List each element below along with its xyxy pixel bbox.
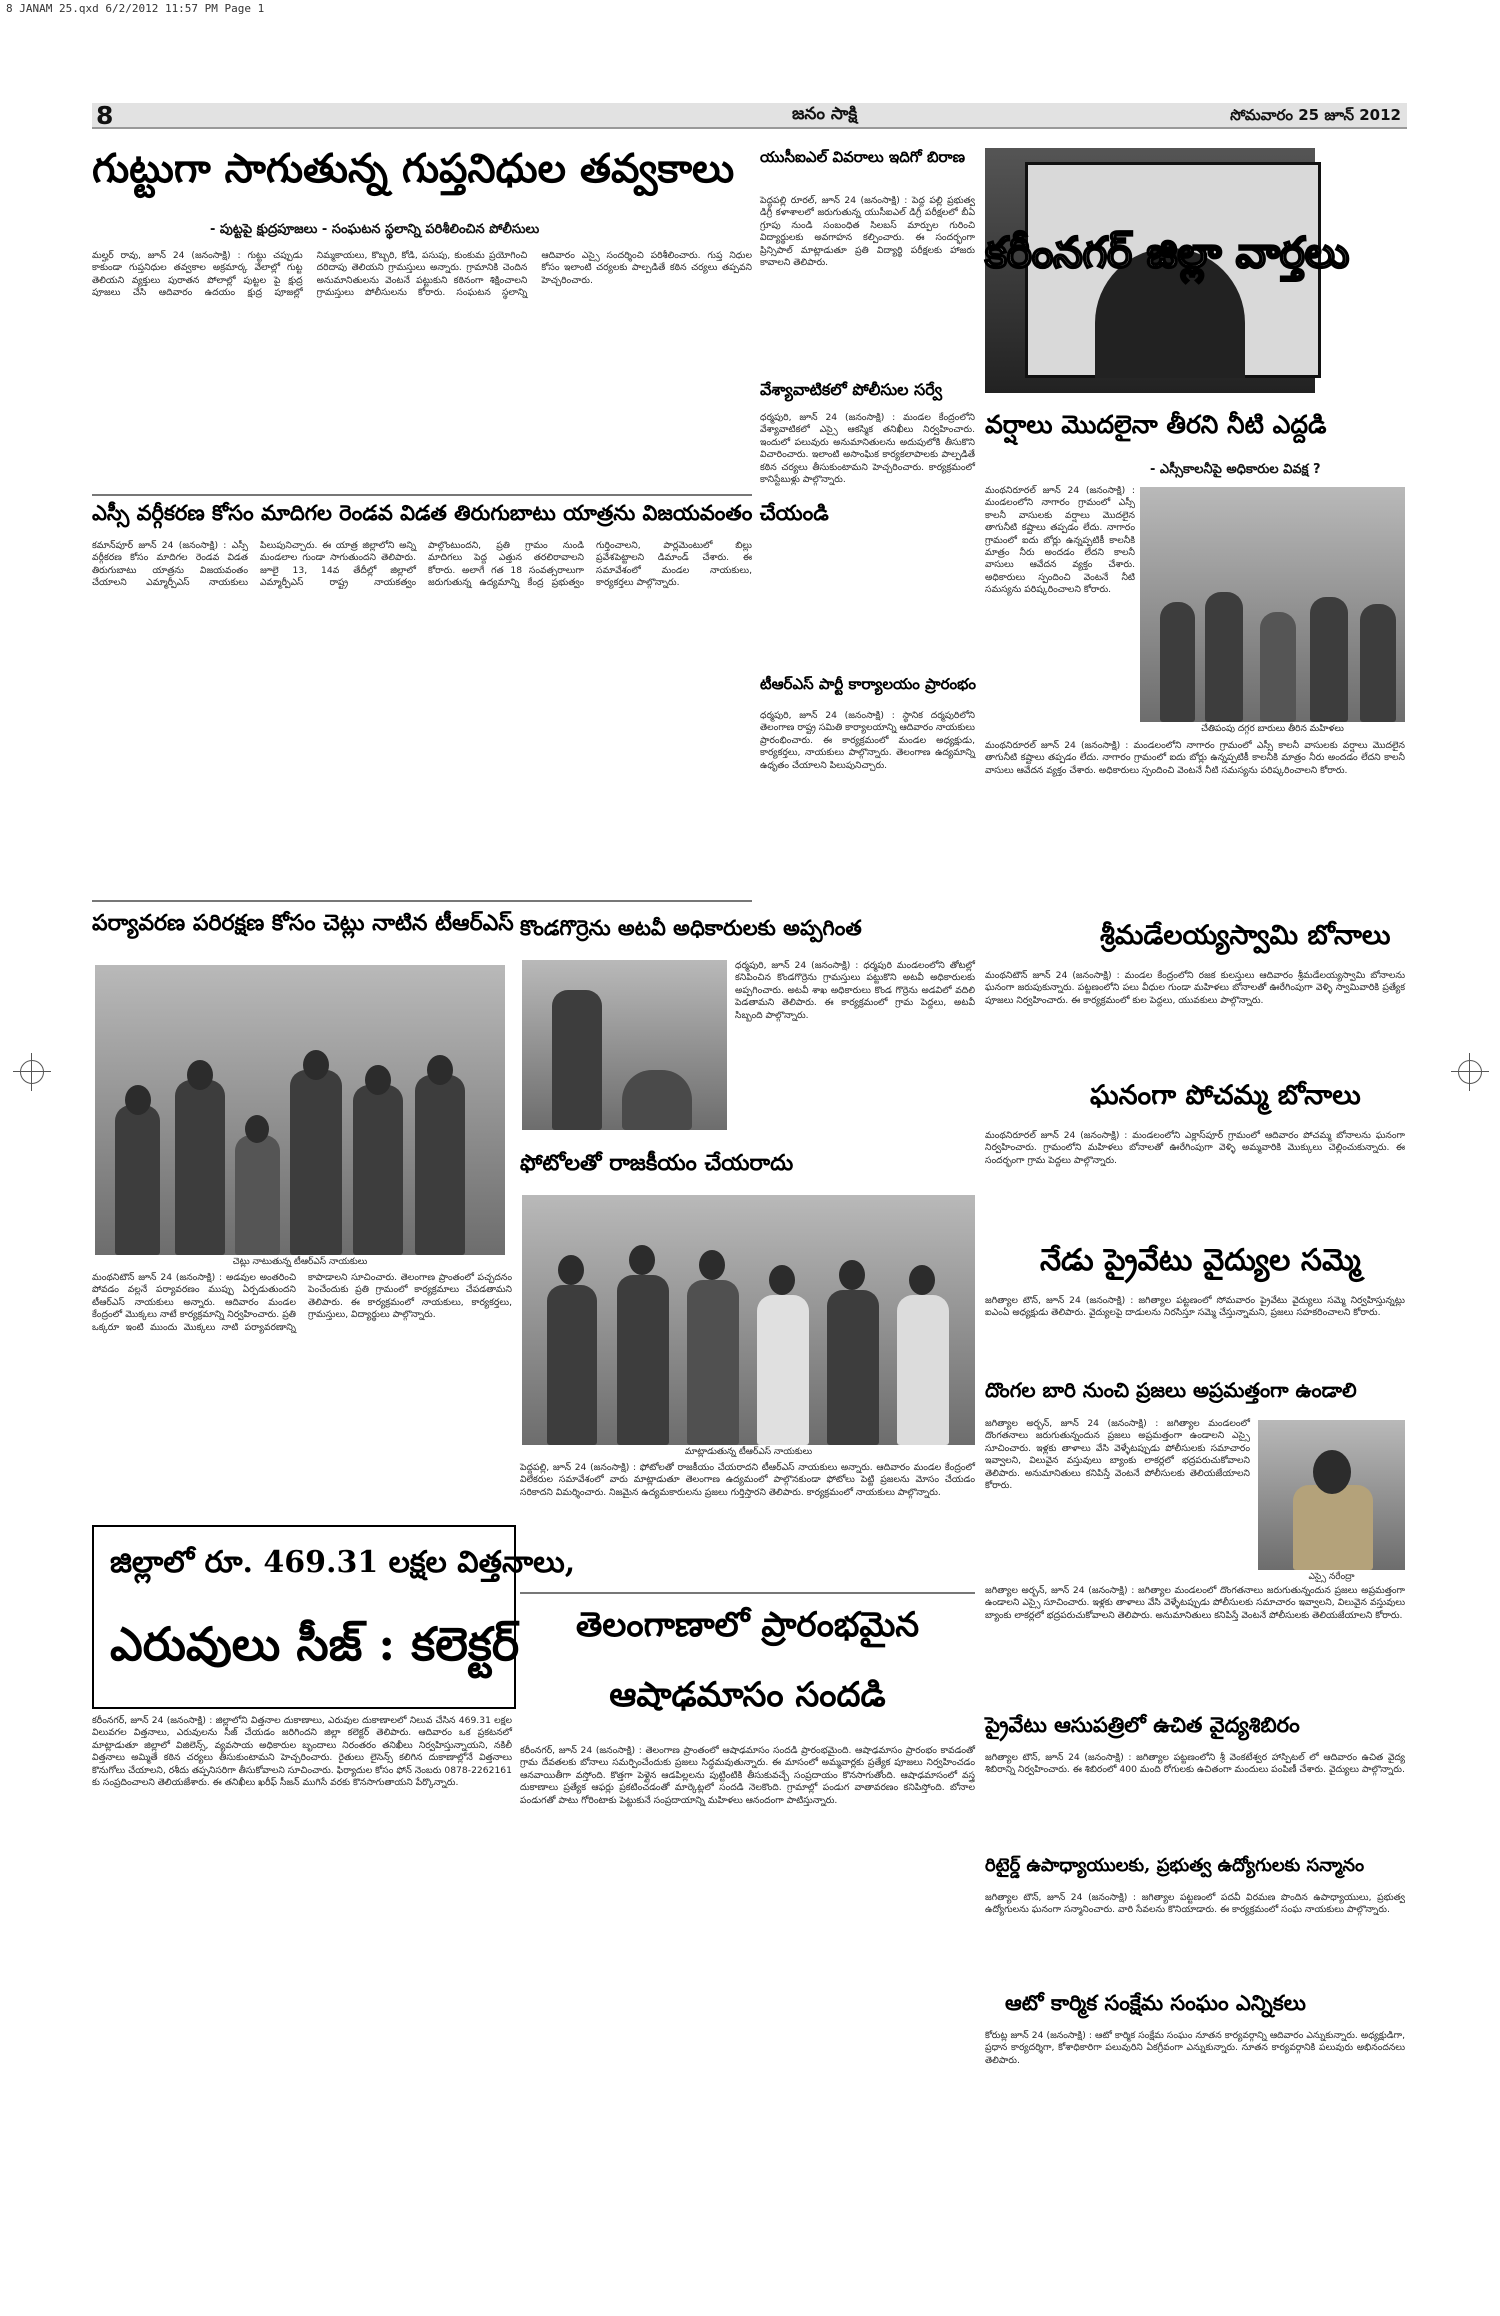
- headline-doctors-strike: నేడు ప్రైవేటు వైద్యుల సమ్మె: [1040, 1243, 1361, 1278]
- headline-ucil: యుసీఐఎల్ వివరాలు ఇదిగో బిరాణ: [760, 148, 965, 166]
- headline-madelayya-bonalu: శ్రీమడేలయ్యస్వామి బోనాలు: [1100, 920, 1391, 951]
- article-police-survey: ధర్మపురి, జూన్ 24 (జనంసాక్షి) : మండల కేంద్రంలోని వేశ్యావాటికలో ఎస్సై ఆకస్మిక తనిఖీలు నిర్వహించారు. ఇందులో పలువురు అనుమానితులను అదుపులోకి తీసుకొని విచారించారు. ఇలాంటి అసాంఘిక కార్యకలాపాలకు పాల్పడితే కఠిన చర్యలు తీసుకుంటామని హెచ్చరించారు. కార్యక్రమంలో కానిస్టేబుళ్లు పాల్గొన్నారు.: [760, 412, 975, 486]
- photo-caption: మాట్లాడుతున్న టీఆర్ఎస్ నాయకులు: [684, 1447, 813, 1457]
- page-number: 8: [96, 101, 114, 130]
- headline-trs-office: టీఆర్ఎస్ పార్టీ కార్యాలయం ప్రారంభం: [760, 675, 976, 693]
- article-madelayya-bonalu: మంథనిటౌన్ జూన్ 24 (జనంసాక్షి) : మండల కేంద్రంలోని రజక కులస్తులు ఆదివారం శ్రీమడేలయ్యస్వామి బోనాలను ఘనంగా జరుపుకున్నారు. పట్టణంలోని పలు వీధుల గుండా మహిళలు బోనాలతో ఊరేగింపుగా వెళ్ళి స్వామివారికి ప్రత్యేక పూజలు నిర్వహించారు. ఈ కార్యక్రమంలో కుల పెద్దలు, యువకులు పాల్గొన్నారు.: [985, 970, 1405, 1006]
- headline-police-survey: వేశ్యావాటికలో పోలీసుల సర్వే: [760, 380, 943, 399]
- headline-free-medical-camp: ప్రైవేటు ఆసుపత్రిలో ఉచిత వైద్యశిబిరం: [985, 1712, 1300, 1737]
- subhead-hidden-treasure: - పుట్టపై క్షుద్రపూజలు - సంఘటన స్థలాన్ని పరిశీలించిన పోలీసులు: [210, 222, 540, 237]
- headline-thieves-alert: దొంగల బారి నుంచి ప్రజలు అప్రమత్తంగా ఉండాలి: [985, 1378, 1357, 1402]
- masthead-logo: జనం సాక్షి: [792, 104, 858, 124]
- headline-deer-handover: కొండగొర్రెను అటవీ అధికారులకు అప్పగింత: [520, 915, 862, 940]
- boxed-headline: [92, 1525, 576, 1709]
- folio-bar: [92, 103, 1407, 129]
- article-doctors-strike: జగిత్యాల టౌన్, జూన్ 24 (జనంసాక్షి) : జగిత్యాల పట్టణంలో సోమవారం ప్రైవేటు వైద్యులు సమ్మె నిర్వహిస్తున్నట్లు ఐఎంఏ అధ్యక్షుడు తెలిపారు. వైద్యులపై దాడులను నిరసిస్తూ సమ్మె చేస్తున్నామని, ప్రజలు సహకరించాలని కోరారు.: [985, 1295, 1405, 1319]
- headline-seeds-seized: జిల్లాలో రూ. 469.31 లక్షల విత్తనాలు,: [110, 1545, 576, 1580]
- article-trs-plantation: మంథనిటౌన్ జూన్ 24 (జనంసాక్షి) : అడవుల అంతరించి పోవడం వల్లనే పర్యావరణం ముప్పు ఏర్పడుతుందని టీఆర్ఎస్ నాయకులు అన్నారు. ఆదివారం మండల కేంద్రంలో మొక్కలు నాటే కార్యక్రమాన్ని నిర్వహించారు. ప్రతి ఒక్కరూ ఇంటి ముందు మొక్కలు నాటి పర్యావరణాన్ని కాపాడాలని సూచించారు. తెలంగాణ ప్రాంతంలో పచ్చదనం పెంచేందుకు ప్రతి గ్రామంలో కార్యక్రమాలు చేపడతామని తెలిపారు. ఈ కార్యక్రమంలో నాయకులు, కార్యకర్తలు, గ్రామస్తులు, విద్యార్థులు పాల్గొన్నారు.: [92, 1272, 512, 1333]
- headline-trs-plantation: పర్యావరణ పరిరక్షణ కోసం చెట్లు నాటిన టీఆర్ఎస్: [92, 910, 514, 936]
- photo-caption: ఎస్సై నరేంద్రా: [1308, 1572, 1355, 1582]
- headline-fertilizers-seized: ఎరువులు సీజ్ : కలెక్టర్: [110, 1617, 520, 1671]
- article-water-scarcity: మంథనిరూరల్ జూన్ 24 (జనంసాక్షి) : మండలంలోని నాగారం గ్రామంలో ఎస్సీ కాలనీ వాసులకు వర్షాలు మొదలైన తాగునీటి కష్టాలు తప్పడం లేదు. నాగారం గ్రామంలో ఐదు బోర్లు ఉన్నప్పటికీ కాలనీకి మాత్రం నీరు అందడం లేదని కాలనీ వాసులు ఆవేదన వ్యక్తం చేశారు. అధికారులు స్పందించి వెంటనే నీటి సమస్యను పరిష్కరించాలని కోరారు.: [985, 485, 1135, 596]
- registration-mark: [20, 1060, 44, 1084]
- photo-caption: చెట్లు నాటుతున్న టీఆర్ఎస్ నాయకులు: [232, 1257, 368, 1267]
- headline-pochamma-bonalu: ఘనంగా పోచమ్మ బోనాలు: [1090, 1080, 1361, 1111]
- divider: [520, 1592, 975, 1594]
- divider: [92, 900, 752, 902]
- photo-deer: [522, 960, 727, 1130]
- headline-ashada-begins: తెలంగాణాలో ప్రారంభమైన: [575, 1605, 920, 1645]
- headline-water-scarcity: వర్షాలు మొదలైనా తీరని నీటి ఎద్దడి: [985, 410, 1327, 439]
- headline-retired-felicitation: రిటైర్డ్ ఉపాధ్యాయులకు, ప్రభుత్వ ఉద్యోగులకు సన్మానం: [985, 1855, 1365, 1876]
- article-trs-office: ధర్మపురి, జూన్ 24 (జనంసాక్షి) : స్థానిక దర్మపురిలోని తెలంగాణ రాష్ట్ర సమితి కార్యాలయాన్ని ఆదివారం నాయకులు ప్రారంభించారు. ఈ కార్యక్రమంలో మండల అధ్యక్షుడు, కార్యకర్తలు, నాయకులు పాల్గొన్నారు. తెలంగాణ ఉద్యమాన్ని ఉధృతం చేయాలని పిలుపునిచ్చారు.: [760, 710, 975, 771]
- article-photo-politics: పెద్దపల్లి, జూన్ 24 (జనంసాక్షి) : ఫోటోలతో రాజకీయం చేయరాదని టీఆర్ఎస్ నాయకులు అన్నారు. ఆదివారం మండల కేంద్రంలో విలేకరుల సమావేశంలో వారు మాట్లాడుతూ తెలంగాణ ఉద్యమంలో పాల్గొనకుండా ఫోటోలు పెట్టి ప్రజలను మోసం చేయడం సరికాదని విమర్శించారు. నిజమైన ఉద్యమకారులను ప్రజలు గుర్తిస్తారని తెలిపారు. కార్యక్రమంలో నాయకులు పాల్గొన్నారు.: [520, 1462, 975, 1498]
- photo-caption: చేతిపంపు దగ్గర బారులు తీరిన మహిళలు: [1201, 724, 1344, 734]
- article-ucil: పెద్దపల్లి రూరల్, జూన్ 24 (జనంసాక్షి) : పెద్ద పల్లి ప్రభుత్వ డిగ్రీ కళాశాలలో జరుగుతున్న యుసీఐఎల్ డిగ్రీ పరీక్షలలో బీఏ గ్రూపు నుండి సంబంధిత సిలబస్ మార్పుల గురించి విద్యార్థులకు అవగాహన కల్పించారు. ఈ సందర్భంగా ప్రిన్సిపాల్ మాట్లాడుతూ ప్రతి విద్యార్థి పరీక్షలకు హాజరు కావాలని తెలిపారు.: [760, 195, 975, 269]
- photo-handpump-queue: [1140, 487, 1405, 722]
- article-hidden-treasure: మల్హర్ రావు, జూన్ 24 (జనంసాక్షి) : గుట్టు చప్పుడు కాకుండా గుప్తనిధుల తవ్వకాల అక్రమార్క వేలాల్లో గుట్ట తెలియని వ్యక్తులు పురాతన పోలాల్లో పుట్టల పై క్షుద్ర పూజలు చేసి ఆదివారం ఉదయం క్షుద్ర పూజల్లో నిమ్మకాయలు, కొబ్బరి, కోడి, పసుపు, కుంకుమ ప్రయోగించి దరిదాపు తెలియని గ్రామస్తులు అన్నారు. గ్రామానికి చెందిన అనుమానితులను వెంటనే పట్టుకుని కఠినంగా శిక్షించాలని గ్రామస్తులు పోలీసులను కోరారు. సంఘటన స్థలాన్ని ఆదివారం ఎస్సై సందర్శించి పరిశీలించారు. గుప్త నిధుల కోసం ఇలాంటి చర్యలకు పాల్పడితే కఠిన చర్యలు తప్పవని హెచ్చరించారు.: [92, 250, 752, 299]
- photo-si-portrait: [1258, 1420, 1405, 1570]
- article-water-scarcity-cont: మంథనిరూరల్ జూన్ 24 (జనంసాక్షి) : మండలంలోని నాగారం గ్రామంలో ఎస్సీ కాలనీ వాసులకు వర్షాలు మొదలైన తాగునీటి కష్టాలు తప్పడం లేదు. నాగారం గ్రామంలో ఐదు బోర్లు ఉన్నప్పటికీ కాలనీకి మాత్రం నీరు అందడం లేదని కాలనీ వాసులు ఆవేదన వ్యక్తం చేశారు. అధికారులు స్పందించి వెంటనే నీటి సమస్యను పరిష్కరించాలని కోరారు.: [985, 740, 1405, 776]
- issue-date: సోమవారం 25 జూన్ 2012: [1230, 106, 1401, 124]
- subhead-water-scarcity: - ఎస్సీకాలనీపై అధికారుల వివక్ష ?: [1150, 462, 1321, 477]
- article-ashada: కరీంనగర్, జూన్ 24 (జనంసాక్షి) : తెలంగాణ ప్రాంతంలో ఆషాఢమాసం సందడి ప్రారంభమైంది. ఆషాఢమాసం ప్రారంభం కావడంతో గ్రామ దేవతలకు బోనాలు సమర్పించేందుకు ప్రజలు సిద్ధమవుతున్నారు. ఈ మాసంలో అమ్మవార్లకు ప్రత్యేక పూజలు నిర్వహించడం ఆనవాయితీగా వస్తోంది. కొత్తగా పెళ్లైన ఆడపిల్లలను పుట్టింటికి తీసుకువచ్చే సంప్రదాయం కొనసాగుతోంది. ఆషాఢమాసంలో వస్త్ర దుకాణాలు ప్రత్యేక ఆఫర్లు ప్రకటించడంతో మార్కెట్లలో సందడి నెలకొంది. గ్రామాల్లో పండుగ వాతావరణం కనిపిస్తోంది. బోనాల పండుగతో పాటు గోరింటాకు పెట్టుకునే సంప్రదాయాన్ని మహిళలు ఆనందంగా పాటిస్తున్నారు.: [520, 1745, 975, 1806]
- photo-trs-meeting: [522, 1195, 975, 1445]
- article-thieves-alert: జగిత్యాల అర్బన్, జూన్ 24 (జనంసాక్షి) : జగిత్యాల మండలంలో దొంగతనాలు జరుగుతున్నందున ప్రజలు అప్రమత్తంగా ఉండాలని ఎస్సై సూచించారు. ఇళ్లకు తాళాలు వేసి వెళ్ళేటప్పుడు పోలీసులకు సమాచారం ఇవ్వాలని, విలువైన వస్తువులు బ్యాంకు లాకర్లలో భద్రపరుచుకోవాలని తెలిపారు. అనుమానితులు కనిపిస్తే వెంటనే పోలీసులకు తెలియజేయాలని కోరారు.: [985, 1418, 1250, 1492]
- headline-photo-politics: ఫోటోలతో రాజకీయం చేయరాదు: [520, 1150, 794, 1176]
- registration-mark: [1458, 1060, 1482, 1084]
- article-auto-union-elections: కోరుట్ల జూన్ 24 (జనంసాక్షి) : ఆటో కార్మిక సంక్షేమ సంఘం నూతన కార్యవర్గాన్ని ఆదివారం ఎన్నుకున్నారు. అధ్యక్షుడిగా, ప్రధాన కార్యదర్శిగా, కోశాధికారిగా పలువురిని ఏకగ్రీవంగా ఎన్నుకున్నారు. నూతన కార్యవర్గానికి పలువురు అభినందనలు తెలిపారు.: [985, 2030, 1405, 2066]
- file-slug: 8 JANAM 25.qxd 6/2/2012 11:57 PM Page 1: [6, 2, 265, 15]
- district-banner: [985, 148, 1350, 393]
- article-seeds-seized: కరీంనగర్, జూన్ 24 (జనంసాక్షి) : జిల్లాలోని విత్తనాల దుకాణాలు, ఎరువుల దుకాణాలలో నిలువ చేసిన 469.31 లక్షల విలువగల విత్తనాలు, ఎరువులను సీజ్ చేయడం జరిగిందని జిల్లా కలెక్టర్ తెలిపారు. ఆదివారం ఒక ప్రకటనలో మాట్లాడుతూ జిల్లాలో విజిలెన్స్, వ్యవసాయ అధికారుల బృందాలు నిరంతరం తనిఖీలు నిర్వహిస్తున్నాయని, నకిలీ విత్తనాలు అమ్మితే కఠిన చర్యలు తీసుకుంటామని హెచ్చరించారు. రైతులు లైసెన్స్ కలిగిన దుకాణాల్లోనే విత్తనాలు కొనుగోలు చేయాలని, రశీదు తప్పనిసరిగా తీసుకోవాలని సూచించారు. ఫిర్యాదుల కోసం ఫోన్ నెంబరు 0878-2262161 కు సంప్రదించాలని తెలియజేశారు. ఈ తనిఖీలు ఖరీఫ్ సీజన్ ముగిసే వరకు కొనసాగుతాయని పేర్కొన్నారు.: [92, 1715, 512, 1789]
- article-pochamma-bonalu: మంథనిరూరల్ జూన్ 24 (జనంసాక్షి) : మండలంలోని ఎక్లాస్‌పూర్ గ్రామంలో ఆదివారం పోచమ్మ బోనాలను ఘనంగా నిర్వహించారు. గ్రామంలోని మహిళలు బోనాలతో ఊరేగింపుగా వెళ్ళి అమ్మవారికి మొక్కులు చెల్లించుకున్నారు. ఈ సందర్భంగా గ్రామ పెద్దలు పాల్గొన్నారు.: [985, 1130, 1405, 1166]
- article-thieves-alert-cont: జగిత్యాల అర్బన్, జూన్ 24 (జనంసాక్షి) : జగిత్యాల మండలంలో దొంగతనాలు జరుగుతున్నందున ప్రజలు అప్రమత్తంగా ఉండాలని ఎస్సై సూచించారు. ఇళ్లకు తాళాలు వేసి వెళ్ళేటప్పుడు పోలీసులకు సమాచారం ఇవ్వాలని, విలువైన వస్తువులు బ్యాంకు లాకర్లలో భద్రపరుచుకోవాలని తెలిపారు. అనుమానితులు కనిపిస్తే వెంటనే పోలీసులకు తెలియజేయాలని కోరారు.: [985, 1585, 1405, 1621]
- headline-sc-classification: ఎస్సీ వర్గీకరణ కోసం మాదిగల రెండవ విడత తిరుగుబాటు యాత్రను విజయవంతం చేయండి: [92, 500, 829, 525]
- article-free-medical-camp: జగిత్యాల టౌన్, జూన్ 24 (జనంసాక్షి) : జగిత్యాల పట్టణంలోని శ్రీ వెంకటేశ్వర హాస్పిటల్ లో ఆదివారం ఉచిత వైద్య శిబిరాన్ని నిర్వహించారు. ఈ శిబిరంలో 400 మంది రోగులకు ఉచితంగా మందులు పంపిణీ చేశారు. వైద్యులు పాల్గొన్నారు.: [985, 1752, 1405, 1776]
- article-sc-classification: కమాన్‌పూర్ జూన్ 24 (జనంసాక్షి) : ఎస్సీ వర్గీకరణ కోసం మాదిగల రెండవ విడత తిరుగుబాటు యాత్రను విజయవంతం చేయాలని ఎమ్మార్పీఎస్ నాయకులు పిలుపునిచ్చారు. ఈ యాత్ర జిల్లాలోని అన్ని మండలాల గుండా సాగుతుందని తెలిపారు. జూలై 13, 14వ తేదీల్లో జిల్లాలో ఎమ్మార్పీఎస్ రాష్ట్ర నాయకత్వం పాల్గొంటుందని, ప్రతి గ్రామం నుండి మాదిగలు పెద్ద ఎత్తున తరలిరావాలని కోరారు. అలాగే గత 18 సంవత్సరాలుగా జరుగుతున్న ఉద్యమాన్ని కేంద్ర ప్రభుత్వం గుర్తించాలని, పార్లమెంటులో బిల్లు ప్రవేశపెట్టాలని డిమాండ్ చేశారు. ఈ సమావేశంలో మండల నాయకులు, కార్యకర్తలు పాల్గొన్నారు.: [92, 540, 752, 589]
- headline-ashada-buzz: ఆషాఢమాసం సందడి: [609, 1675, 886, 1715]
- article-retired-felicitation: జగిత్యాల టౌన్, జూన్ 24 (జనంసాక్షి) : జగిత్యాల పట్టణంలో పదవీ విరమణ పొందిన ఉపాధ్యాయులు, ప్రభుత్వ ఉద్యోగులను ఘనంగా సన్మానించారు. వారి సేవలను కొనియాడారు. ఈ కార్యక్రమంలో సంఘ నాయకులు పాల్గొన్నారు.: [985, 1892, 1405, 1916]
- photo-tree-planting: [95, 965, 505, 1255]
- divider: [92, 494, 752, 496]
- headline-hidden-treasure: గుట్టుగా సాగుతున్న గుప్తనిధుల తవ్వకాలు: [92, 145, 735, 192]
- headline-auto-union-elections: ఆటో కార్మిక సంక్షేమ సంఘం ఎన్నికలు: [1005, 1990, 1306, 2015]
- article-deer-handover: ధర్మపురి, జూన్ 24 (జనంసాక్షి) : ధర్మపురి మండలంలోని తోటల్లో కనిపించిన కొండగొర్రెను గ్రామస్తులు పట్టుకొని అటవీ అధికారులకు అప్పగించారు. అటవీ శాఖ అధికారులు కొండ గొర్రెను అడవిలో వదిలి పెడతామని తెలిపారు. ఈ కార్యక్రమంలో గ్రామ పెద్దలు, అటవీ సిబ్బంది పాల్గొన్నారు.: [735, 960, 975, 1021]
- district-banner-title: కరీంనగర్ జిల్లా వార్తలు: [985, 228, 1350, 277]
